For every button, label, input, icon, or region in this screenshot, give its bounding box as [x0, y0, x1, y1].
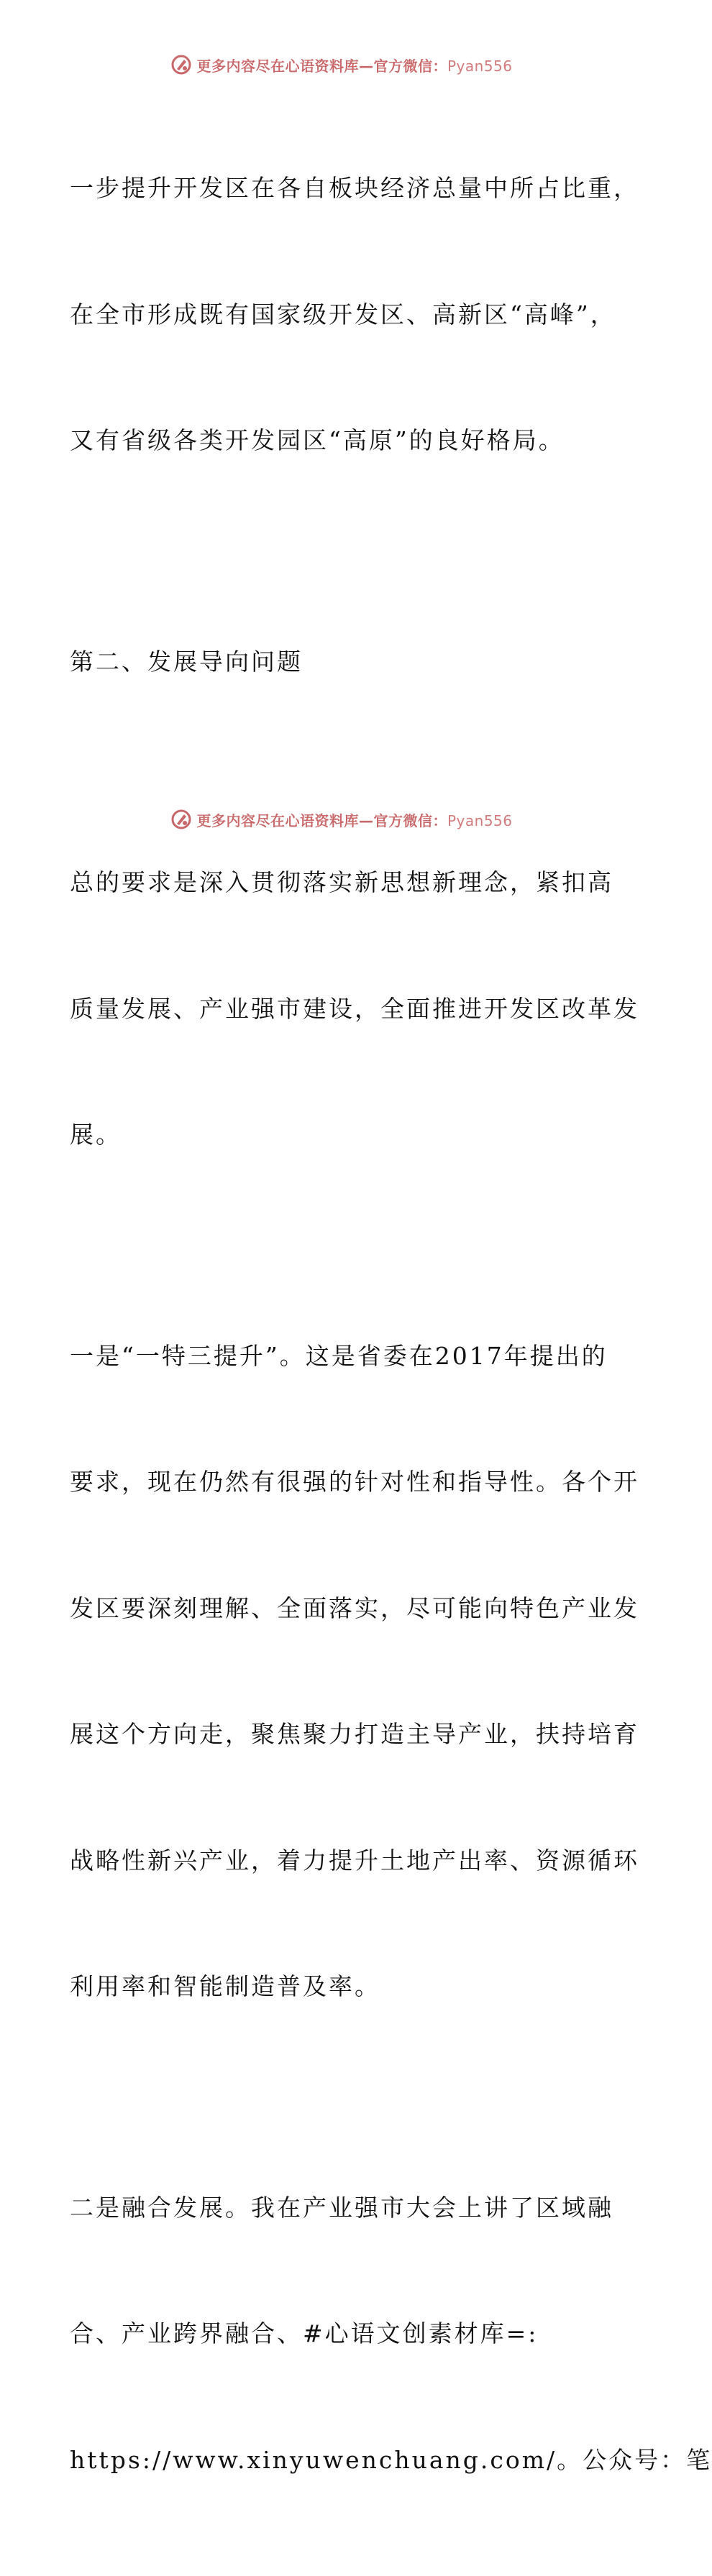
text-line: 二是融合发展。我在产业强市大会上讲了区域融 — [70, 2193, 613, 2222]
text-line: 合、产业跨界融合、#心语文创素材库=: — [70, 2319, 539, 2347]
watermark-footer — [0, 805, 683, 834]
text-line: 一是“一特三提升”。这是省委在2017年提出的 — [70, 1341, 608, 1370]
text-line: 又有省级各类开发园区“高原”的良好格局。 — [70, 426, 565, 454]
text-line: 要求，现在仍然有很强的针对性和指导性。各个开 — [70, 1468, 639, 1496]
text-line: 总的要求是深入贯彻落实新思想新理念，紧扣高 — [70, 868, 613, 896]
paragraph-4 — [70, 1251, 639, 2092]
watermark-text: 更多内容尽在心语资料库—官方微信：Pyan556 — [196, 811, 513, 829]
text-line: 发区要深刻理解、全面落实，尽可能向特色产业发 — [70, 1593, 639, 1622]
paragraph-5 — [70, 2103, 712, 2566]
paragraph-3 — [70, 778, 639, 1241]
text-line: 战略性新兴产业，着力提升土地产出率、资源循环 — [70, 1846, 639, 1874]
pen-logo-icon — [170, 54, 192, 75]
text-line: 在全市形成既有国家级开发区、高新区“高峰”， — [70, 300, 616, 328]
section-heading — [70, 557, 616, 768]
watermark-text: 更多内容尽在心语资料库—官方微信：Pyan556 — [196, 57, 513, 75]
text-line: 利用率和智能制造普及率。 — [70, 1972, 380, 2000]
paragraph-1 — [70, 83, 639, 546]
text-line: 展这个方向走，聚焦聚力打造主导产业，扶持培育 — [70, 1720, 639, 1748]
document-body — [70, 83, 712, 2576]
text-line: https://www.xinyuwenchuang.com/。公众号：笔 — [70, 2445, 712, 2474]
pen-logo-icon — [170, 809, 192, 830]
text-line: 第二、发展导向问题 — [70, 647, 303, 676]
watermark-header — [0, 50, 683, 79]
text-line: 一步提升开发区在各自板块经济总量中所占比重， — [70, 174, 639, 202]
text-line: 质量发展、产业强市建设，全面推进开发区改革发 — [70, 994, 639, 1023]
text-line: 展。 — [70, 1121, 122, 1149]
